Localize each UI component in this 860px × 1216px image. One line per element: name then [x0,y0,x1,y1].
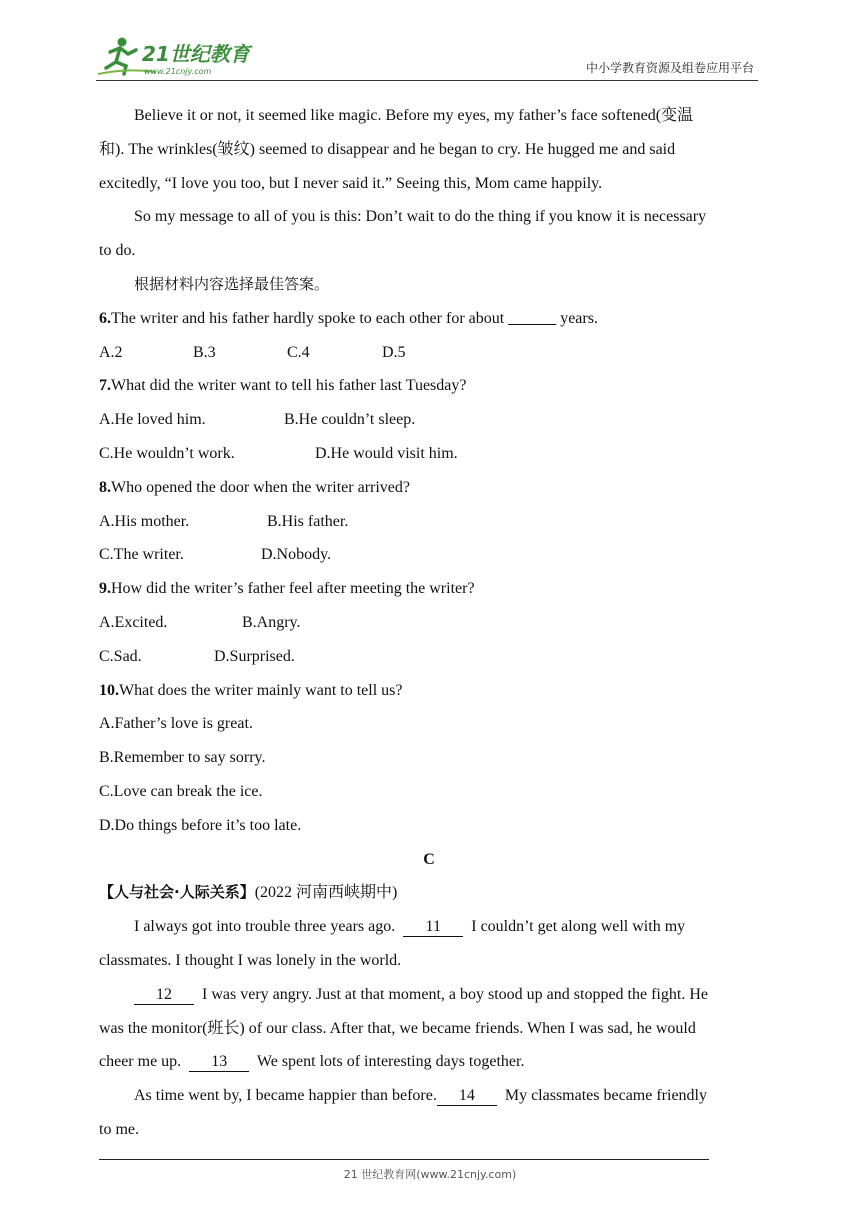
option-a[interactable]: A.He loved him. [99,411,206,429]
text-segment: cheer me up. [99,1053,182,1071]
text-segment: I was very angry. Just at that moment, a boy stood up and stopped the fight. He [202,985,708,1003]
paragraph-line: So my message to all of you is this: Don’t wait to do the thing if you know it is necessary [134,208,707,226]
question-6 [99,302,759,336]
question-7 [99,369,759,403]
instruction: 根据材料内容选择最佳答案。 [134,274,330,293]
text-segment: We spent lots of interesting days together. [256,1053,525,1071]
option-c[interactable]: C.Sad. [99,647,142,665]
text-segment: I couldn’t get along well with my [471,918,686,936]
option-d[interactable]: D.5 [382,343,406,361]
option-a[interactable]: A.His mother. [99,512,190,530]
options-6 [99,336,759,370]
blank-11[interactable]: 11 [403,918,463,937]
paragraph-line [99,910,759,944]
question-text: The writer and his father hardly spoke to each other for about [111,309,505,327]
question-text-end: years. [560,309,598,327]
question-text: Who opened the door when the writer arrived? [111,478,410,496]
option-b[interactable]: B.His father. [267,512,349,530]
paragraph-line [99,978,759,1012]
option-a[interactable]: A.Father’s love is great. [99,715,253,733]
option-b[interactable]: B.He couldn’t sleep. [284,411,416,429]
option-c[interactable]: C.Love can break the ice. [99,782,263,800]
question-number: 10. [99,681,119,699]
paragraph-line: 和). The wrinkles(皱纹) seemed to disappear and he began to cry. He hugged me and said [99,140,676,158]
blank-12[interactable]: 12 [134,986,194,1005]
document-body [99,99,759,1147]
option-d[interactable]: D.Nobody. [261,546,332,564]
option-d[interactable]: D.Surprised. [214,647,295,665]
blank-13[interactable]: 13 [189,1053,249,1072]
option-a[interactable]: A.Excited. [99,613,168,631]
options-7-row1 [99,403,759,437]
text-segment: As time went by, I became happier than before. [134,1087,437,1105]
options-9-row2 [99,640,759,674]
option-c[interactable]: C.The writer. [99,546,184,564]
option-b[interactable]: B.3 [193,343,216,361]
option-c[interactable]: C.He wouldn’t work. [99,444,235,462]
section-title: C [423,850,435,868]
paragraph-line: to me. [99,1120,139,1138]
svg-text:www.21cnjy.com: www.21cnjy.com [144,67,212,76]
options-8-row1 [99,505,759,539]
svg-text:21世纪教育: 21世纪教育 [142,42,250,66]
options-7-row2 [99,437,759,471]
options-8-row2 [99,538,759,572]
option-a[interactable]: A.2 [99,343,123,361]
question-text: What does the writer mainly want to tell us? [119,681,403,699]
text-segment: My classmates became friendly [504,1087,707,1105]
text-segment: I always got into trouble three years ago. [134,918,396,936]
question-text: How did the writer’s father feel after meeting the writer? [111,580,475,598]
question-number: 7. [99,377,111,395]
question-9 [99,572,759,606]
question-8 [99,471,759,505]
blank-14[interactable]: 14 [437,1087,497,1106]
options-9-row1 [99,606,759,640]
paragraph-line [99,1045,759,1079]
option-b[interactable]: B.Remember to say sorry. [99,749,266,767]
footer-divider [99,1159,709,1160]
paragraph-line: was the monitor(班长) of our class. After that, we became friends. When I was sad, he would [99,1019,696,1037]
option-c[interactable]: C.4 [287,343,310,361]
page-footer: 21 世纪教育网(www.21cnjy.com) [343,1168,517,1181]
page-header [96,34,758,81]
answer-blank: ______ [508,309,557,327]
platform-name: 中小学教育资源及组卷应用平台 [585,61,754,75]
question-text: What did the writer want to tell his father last Tuesday? [111,377,467,395]
option-d[interactable]: D.Do things before it’s too late. [99,816,302,834]
site-logo [96,34,266,78]
option-b[interactable]: B.Angry. [242,613,301,631]
paragraph-line: classmates. I thought I was lonely in the world. [99,951,402,969]
option-d[interactable]: D.He would visit him. [315,444,458,462]
question-number: 6. [99,309,111,327]
question-10 [99,674,759,708]
section-tag-line [99,876,759,910]
paragraph-line: excitedly, “I love you too, but I never said it.” Seeing this, Mom came happily. [99,174,603,192]
section-tag: 【人与社会·人际关系】 [99,883,255,902]
paragraph-line: to do. [99,242,136,260]
question-number: 8. [99,478,111,496]
paragraph-line: Believe it or not, it seemed like magic. Before my eyes, my father’s face softened(变温 [134,107,694,124]
section-source: (2022 河南西峡期中) [254,884,398,902]
question-number: 9. [99,580,111,598]
paragraph-line [99,1079,759,1113]
